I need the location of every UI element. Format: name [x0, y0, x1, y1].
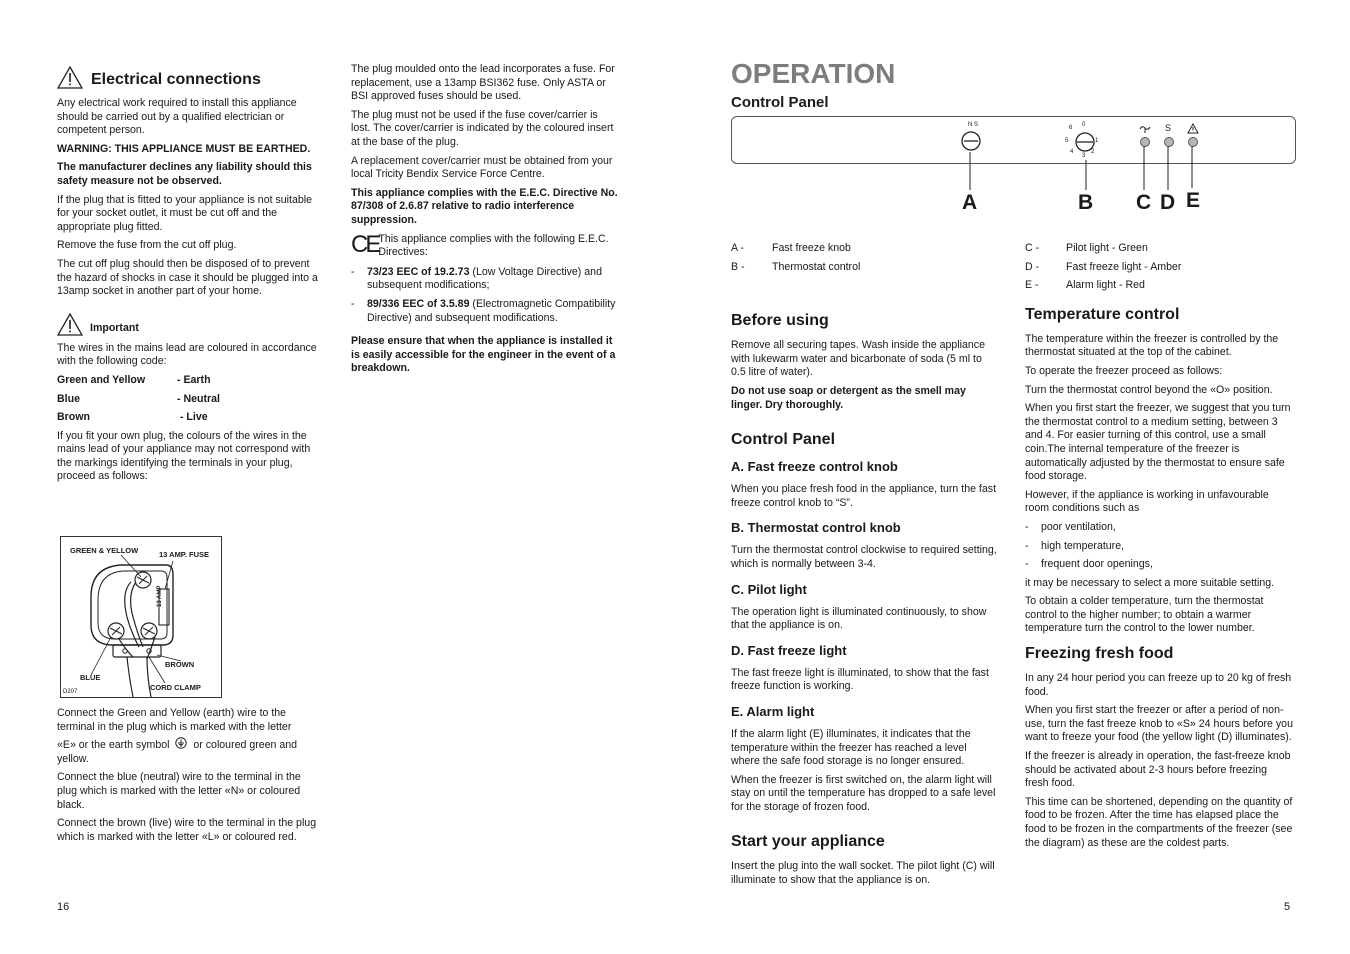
paragraph: The temperature within the freezer is controlled by the thermostat situated at the top of the cabinet. — [1025, 332, 1279, 359]
plug-symbol-icon — [1139, 124, 1151, 133]
wire-meaning: - Neutral — [177, 392, 220, 405]
paragraph: When the freezer is first switched on, the alarm light will stay on until the temperature has dropped to a safe level for the storage of frozen food. — [731, 773, 996, 813]
left-column-bottom — [57, 707, 320, 849]
legend-right — [1025, 242, 1293, 293]
directive-code: 73/23 EEC of 19.2.73 — [367, 265, 470, 278]
subheading-d: D. Fast freeze light — [731, 642, 847, 658]
list-item-text: high temperature, — [1041, 539, 1125, 552]
wire-code-table — [57, 374, 320, 425]
accessibility-notice: Please ensure that when the appliance is installed it is easily accessible for the engineer in the event of a breakdown. — [351, 335, 616, 375]
legend-key: D - — [1025, 260, 1040, 273]
start-appliance-heading: Start your appliance — [731, 833, 885, 851]
dial-number: 4 — [1070, 149, 1074, 155]
subheading-c: C. Pilot light — [731, 581, 807, 597]
liability-notice: The manufacturer declines any liability should this safety measure not be observed. — [57, 161, 312, 187]
panel-letter-e: E — [1186, 189, 1201, 212]
legend-left — [731, 242, 997, 274]
paragraph: The plug moulded onto the lead incorporates a fuse. For replacement, use a 13amp BSI362 fuse. Only ASTA or BSI approved fuses should be used. — [351, 63, 615, 103]
legend-text: Thermostat control — [772, 260, 861, 273]
paragraph: Turn the thermostat control clockwise to required setting, which is normally between 3-4. — [731, 544, 997, 570]
control-panel-section-heading: Control Panel — [731, 431, 836, 449]
earth-symbol-icon — [175, 737, 187, 749]
warning-earthed: WARNING: THIS APPLIANCE MUST BE EARTHED. — [57, 142, 311, 155]
directive-item: - 89/336 EEC of 3.5.89 (Electromagnetic Compatibility Directive) and subsequent modifications. — [351, 297, 616, 324]
list-item: - high temperature, — [1025, 539, 1125, 552]
figure-code: D207 — [63, 689, 78, 695]
paragraph: When you first start the freezer or after a period of non-use, turn the fast freeze knob to «S» 24 hours before you want to freeze your food (the yellow light (D) illuminates). — [1025, 704, 1293, 744]
wire-color: Blue — [57, 392, 80, 405]
list-item: - poor ventilation, — [1025, 520, 1116, 533]
directive-code: 89/336 EEC of 3.5.89 — [367, 297, 470, 310]
paragraph: The cut off plug should then be disposed of to prevent the hazard of shocks in case it should be plugged into a 13amp socket in another part of your home. — [57, 257, 318, 298]
dial-number: 1 — [1095, 138, 1099, 144]
ce-text: This appliance complies with the following E.E.C. Directives: — [378, 232, 609, 259]
earth-text-a: «E» or the earth symbol — [57, 739, 170, 752]
paragraph: When you place fresh food in the appliance, turn the fast freeze control knob to “S”. — [731, 483, 997, 509]
dial-number: 6 — [1069, 125, 1073, 131]
paragraph: Remove the fuse from the cut off plug. — [57, 239, 237, 252]
label-green-yellow: GREEN & YELLOW — [70, 546, 139, 555]
knob-a-marks: N S — [968, 122, 979, 128]
page-number-left: 16 — [57, 901, 70, 913]
list-item-text: frequent door openings, — [1041, 558, 1153, 571]
label-fuse-vertical: 13 AMP — [157, 585, 163, 607]
control-panel-illustration — [731, 116, 1296, 164]
light-s-label: S — [1165, 123, 1172, 133]
earth-paragraph — [57, 737, 320, 766]
legend-key: B - — [731, 260, 745, 273]
directive-desc: (Electromagnetic Compatibility Directive) and subsequent modifications. — [367, 297, 616, 324]
paragraph: To obtain a colder temperature, turn the thermostat control to the higher number; to obtain a warmer temperature turn the control to the lower number. — [1025, 595, 1264, 635]
left-column — [57, 66, 320, 489]
paragraph: The fast freeze light is illuminated, to show that the fast freeze function is working. — [731, 666, 989, 693]
electrical-connections-heading: Electrical connections — [91, 71, 261, 88]
dial-number: 2 — [1091, 149, 1095, 155]
operation-title: OPERATION — [731, 58, 896, 89]
panel-letter-b: B — [1078, 191, 1094, 214]
paragraph: it may be necessary to select a more suitable setting. — [1025, 576, 1275, 589]
warning-icon — [57, 66, 83, 89]
alarm-light-indicator — [1188, 137, 1198, 147]
dial-number: 3 — [1082, 153, 1086, 159]
important-heading: Important — [90, 322, 139, 335]
plug-wiring-diagram — [60, 536, 222, 698]
paragraph: This time can be shortened, depending on the quantity of food to be frozen. After the time has elapsed place the food to be frozen in the compartments of the freezer (see the diagram) as these are the coldest parts. — [1025, 795, 1293, 849]
legend-key: E - — [1025, 279, 1039, 292]
paragraph: When you first start the freezer, we suggest that you turn the thermostat control to a medium setting, between 3 and 4. For easier turning of this control, use a small coin.The internal temperature of the freezer is automatically adjusted by the thermostat to ensure safe food storage. — [1025, 402, 1291, 483]
paragraph: The operation light is illuminated continuously, to show that the appliance is on. — [731, 605, 987, 632]
list-item: - frequent door openings, — [1025, 558, 1153, 571]
panel-letter-d: D — [1160, 191, 1176, 214]
paragraph: The wires in the mains lead are coloured in accordance with the following code: — [57, 341, 317, 368]
before-using-heading: Before using — [731, 312, 829, 330]
warning-icon — [57, 313, 83, 336]
subheading-b: B. Thermostat control knob — [731, 520, 901, 536]
directive-desc: (Low Voltage Directive) and subsequent modifications; — [367, 265, 602, 292]
paragraph: A replacement cover/carrier must be obtained from your local Tricity Bendix Service Force Centre. — [351, 154, 613, 181]
legend-text: Fast freeze knob — [772, 242, 851, 254]
fast-freeze-light-indicator — [1164, 137, 1174, 147]
panel-letter-c: C — [1136, 191, 1152, 214]
wire-color: Brown — [57, 411, 90, 424]
paragraph: Connect the Green and Yellow (earth) wire to the terminal in the plug which is marked with the letter — [57, 707, 292, 733]
paragraph: However, if the appliance is working in unfavourable room conditions such as — [1025, 488, 1269, 515]
legend-text: Alarm light - Red — [1066, 279, 1145, 292]
alarm-warning-icon — [1187, 123, 1199, 134]
label-blue: BLUE — [80, 673, 101, 682]
subheading-e: E. Alarm light — [731, 703, 815, 719]
right-column-1 — [731, 242, 997, 893]
wire-meaning: - Earth — [177, 373, 211, 386]
paragraph: To operate the freezer proceed as follows: — [1025, 364, 1223, 377]
dial-number: 5 — [1065, 138, 1069, 144]
paragraph: If the plug that is fitted to your appliance is not suitable for your socket outlet, it must be cut off and the appropriate plug fitted. — [57, 193, 312, 233]
paragraph: If you fit your own plug, the colours of the wires in the mains lead of your appliance may not correspond with the markings identifying the terminals in your plug, proceed as follows: — [57, 429, 311, 483]
paragraph: In any 24 hour period you can freeze up to 20 kg of fresh food. — [1025, 672, 1292, 698]
paragraph: Connect the blue (neutral) wire to the terminal in the plug which is marked with the letter «N» or coloured black. — [57, 771, 301, 811]
paragraph: Turn the thermostat control beyond the «O» position. — [1025, 383, 1273, 396]
paragraph: Any electrical work required to install this appliance should be carried out by a qualified electrician or competent person. — [57, 97, 297, 137]
wire-color: Green and Yellow — [57, 373, 146, 386]
label-cord-clamp: CORD CLAMP — [150, 683, 201, 692]
paragraph: If the freezer is already in operation, the fast-freeze knob should be activated about 2-3 hours before freezing fresh food. — [1025, 750, 1291, 790]
legend-text: Pilot light - Green — [1066, 242, 1148, 254]
paragraph: Insert the plug into the wall socket. The pilot light (C) will illuminate to show that the appliance is on. — [731, 860, 995, 887]
right-column-2 — [1025, 242, 1293, 855]
temperature-control-heading: Temperature control — [1025, 305, 1180, 323]
pilot-light-indicator — [1140, 137, 1150, 147]
paragraph: Do not use soap or detergent as the smell may linger. Dry thoroughly. — [731, 384, 966, 411]
middle-column — [351, 63, 619, 381]
paragraph: Connect the brown (live) wire to the terminal in the plug which is marked with the letter «L» or coloured red. — [57, 817, 317, 843]
wire-meaning: - Live — [177, 411, 208, 424]
legend-key: A - — [731, 242, 744, 254]
paragraph: If the alarm light (E) illuminates, it indicates that the temperature within the freezer has reached a level where the safe food storage is no longer ensured. — [731, 727, 971, 768]
important-heading-row — [57, 313, 320, 336]
page-number-right: 5 — [1284, 901, 1291, 913]
earth-text-b: or coloured green and yellow. — [57, 739, 298, 765]
ce-compliance — [351, 230, 619, 260]
freezing-heading: Freezing fresh food — [1025, 645, 1174, 663]
label-fuse: 13 AMP. FUSE — [159, 550, 210, 559]
subheading-a: A. Fast freeze control knob — [731, 459, 898, 475]
legend-key: C - — [1025, 242, 1040, 254]
ce-logo: CE — [351, 230, 379, 258]
directive-notice: This appliance complies with the E.E.C. Directive No. 87/308 of 2.6.87 relative to radio interference suppression. — [351, 186, 618, 226]
paragraph: The plug must not be used if the fuse cover/carrier is lost. The cover/carrier is indicated by the coloured insert at the base of the plug. — [351, 108, 614, 148]
directive-item: - 73/23 EEC of 19.2.73 (Low Voltage Directive) and subsequent modifications; — [351, 265, 602, 292]
panel-letter-a: A — [962, 191, 978, 214]
control-panel-title: Control Panel — [731, 94, 829, 111]
paragraph: Remove all securing tapes. Wash inside the appliance with lukewarm water and bicarbonate of soda (5 ml to 0.5 litre of water). — [731, 339, 985, 379]
list-item-text: poor ventilation, — [1041, 520, 1116, 533]
dial-number: 0 — [1082, 122, 1086, 128]
legend-text: Fast freeze light - Amber — [1066, 260, 1182, 273]
label-brown: BROWN — [165, 660, 195, 669]
electrical-heading-row — [57, 66, 320, 89]
